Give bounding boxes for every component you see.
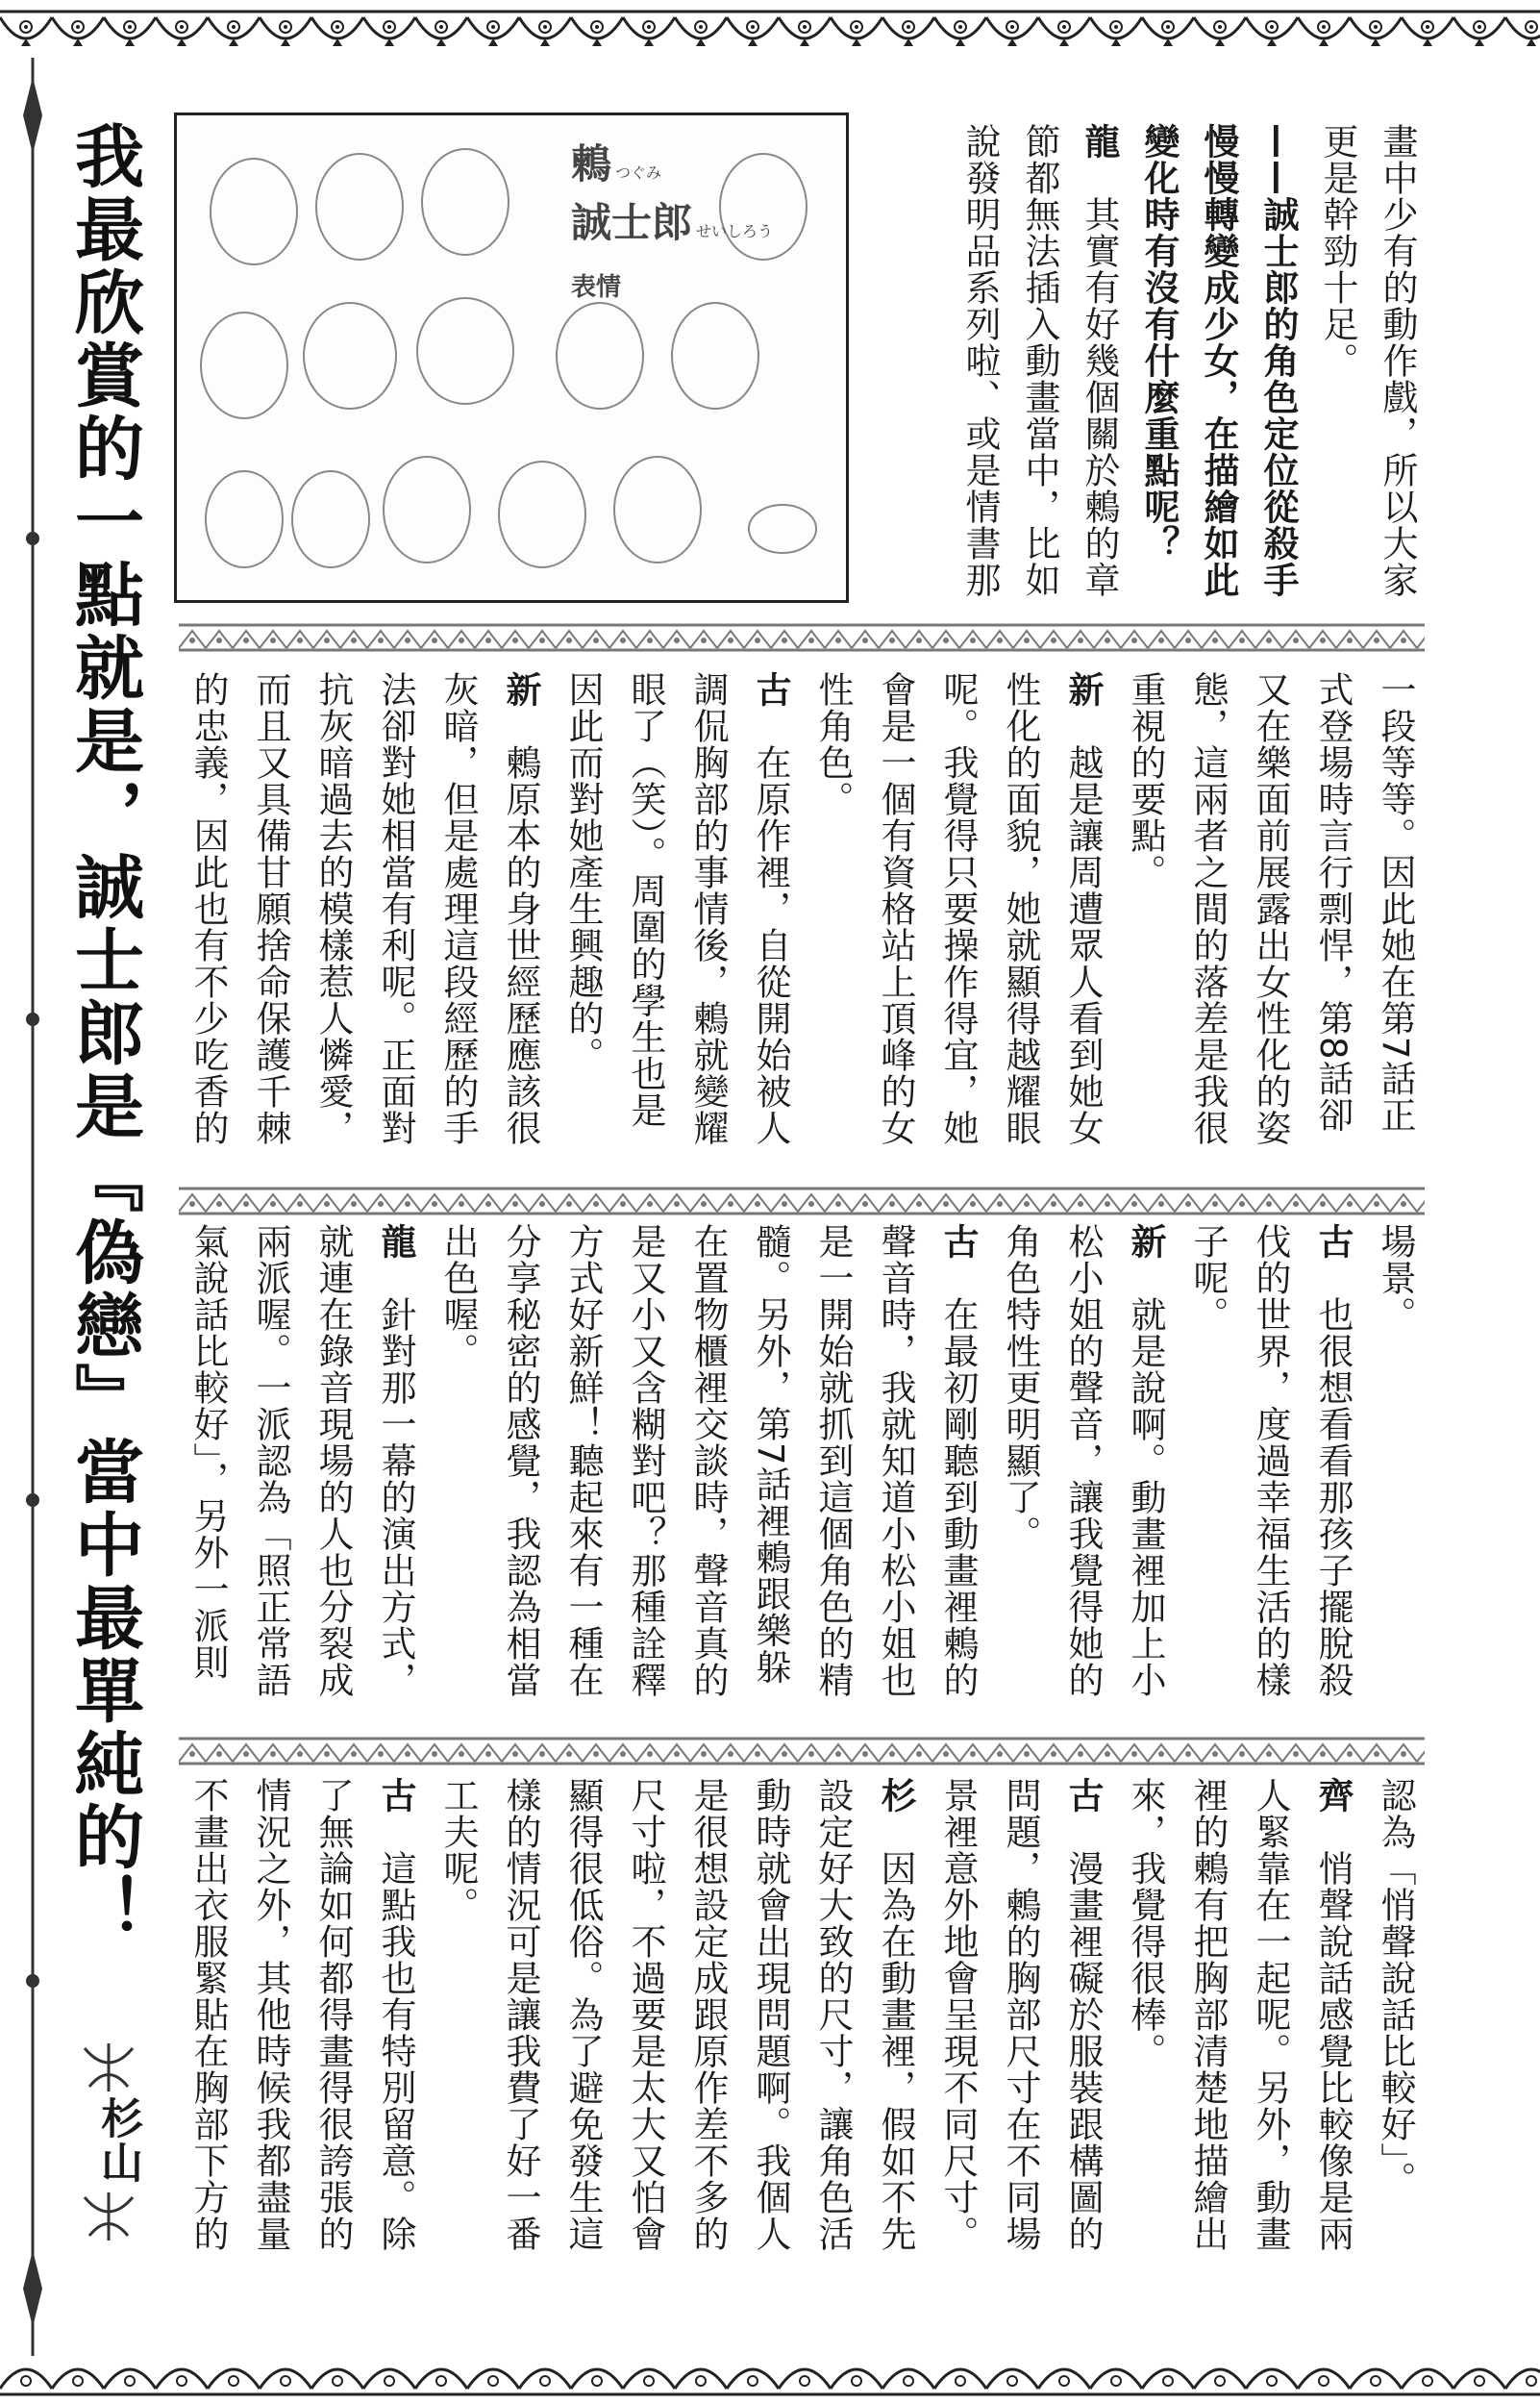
text-column: [302, 671, 364, 1171]
column-text: 因此而對她產生興趣的。: [562, 671, 604, 1073]
text-column: [239, 1223, 302, 1723]
text-column: [950, 123, 1009, 614]
column-text: 是又小又含糊對吧？那種詮釋: [625, 1223, 666, 1698]
speaker-label: 古: [1062, 1777, 1104, 1814]
column-text: 問題，鶫的胸部尺寸在不同場: [1000, 1777, 1041, 2252]
column-text: 來，我覺得很棒。: [1125, 1777, 1166, 2069]
text-column: [552, 671, 614, 1171]
text-column: [177, 1777, 239, 2296]
text-column: [802, 671, 864, 1171]
column-text: 這點我也有特別留意。除: [375, 1850, 416, 2252]
column-text: 變化時有沒有什麼重點呢？: [1138, 123, 1180, 562]
column-text: 顯得很低俗。為了避免發生這: [562, 1777, 604, 2252]
text-column: [1069, 123, 1129, 614]
text-column: [1307, 123, 1367, 614]
speaker-label: 新: [1062, 671, 1104, 708]
text-column: [1052, 1223, 1114, 1723]
text-column: [614, 1223, 677, 1723]
text-column: [364, 671, 427, 1171]
column-text: 的忠義，因此也有不少吃香的: [187, 671, 229, 1146]
column-text: 設定好大致的尺寸，讓角色活: [812, 1777, 854, 2252]
sketch-name: 鶫: [571, 140, 612, 188]
text-column: [1239, 1223, 1302, 1723]
column-text: 伐的世界，度過幸福生活的樣: [1250, 1223, 1291, 1698]
column-text: 悄聲說話感覺比較像是兩: [1312, 1850, 1354, 2252]
text-column: [1364, 1777, 1427, 2296]
text-column: [1177, 671, 1239, 1171]
column-text: 尺寸啦，不過要是太大又怕會: [625, 1777, 666, 2252]
text-column: [239, 1777, 302, 2296]
text-column: [802, 1777, 864, 2296]
column-text: 針對那一幕的演出方式，: [375, 1296, 416, 1698]
divider-band: [179, 1187, 1425, 1215]
column-text: 重視的要點。: [1125, 671, 1166, 890]
text-column: [1239, 671, 1302, 1171]
interview-section-4: [167, 1777, 1427, 2296]
text-column: [739, 671, 802, 1171]
speaker-label: 古: [1312, 1223, 1354, 1260]
column-text: 聲音時，我就知道小松小姐也: [875, 1223, 916, 1698]
text-column: [1302, 1777, 1364, 2296]
divider-band: [179, 1737, 1425, 1765]
column-text: 分享秘密的感覺，我認為相當: [500, 1223, 541, 1698]
text-column: [1177, 1223, 1239, 1723]
column-text: 松小姐的聲音，讓我覺得她的: [1062, 1223, 1104, 1698]
text-column: [927, 1223, 989, 1723]
column-text: 一段等等。因此她在第7話正: [1375, 671, 1416, 1134]
column-text: 了無論如何都得畫得很誇張的: [312, 1777, 354, 2252]
column-text: 也很想看看那孩子擺脫殺: [1312, 1296, 1354, 1698]
text-column: [989, 1223, 1052, 1723]
text-column: [1114, 1223, 1177, 1723]
column-text: 在置物櫃裡交談時，聲音真的: [687, 1223, 729, 1698]
column-text: 在最初剛聽到動畫裡鶫的: [937, 1296, 979, 1698]
text-column: [302, 1777, 364, 2296]
text-column: [614, 1777, 677, 2296]
column-text: 子呢。: [1187, 1223, 1229, 1333]
text-column: [739, 1777, 802, 2296]
text-column: [677, 1777, 739, 2296]
column-text: 態，這兩者之間的落差是我很: [1187, 671, 1229, 1146]
column-text: 抗灰暗過去的模樣惹人憐愛，: [312, 671, 354, 1146]
speaker-label: 齊: [1312, 1777, 1354, 1814]
text-column: [427, 1223, 489, 1723]
column-text: 會是一個有資格站上頂峰的女: [875, 671, 916, 1146]
text-column: [427, 1777, 489, 2296]
column-text: 是很想設定成跟原作差不多的: [687, 1777, 729, 2252]
text-column: [739, 1223, 802, 1723]
page-title: 我最欣賞的一點就是，誠士郎是『偽戀』當中最單純的！: [63, 120, 145, 1947]
column-text: 裡的鶫有把胸部清楚地描繪出: [1187, 1777, 1229, 2252]
text-column: [1052, 1777, 1114, 2296]
column-text: 就是說啊。動畫裡加上小: [1125, 1296, 1166, 1698]
column-text: 不畫出衣服緊貼在胸部下方的: [187, 1777, 229, 2252]
sketch-name2: 誠士郎: [571, 199, 693, 246]
speaker-label: 古: [750, 671, 791, 708]
text-column: [177, 1223, 239, 1723]
column-text: 髓。另外，第7話裡鶫跟樂躲: [750, 1223, 791, 1686]
text-column: [927, 671, 989, 1171]
text-column: [1188, 123, 1248, 614]
text-column: [1009, 123, 1069, 614]
text-column: [989, 671, 1052, 1171]
sketch-name-ruby: つぐみ: [615, 163, 662, 182]
column-text: 漫畫裡礙於服裝跟構圖的: [1062, 1850, 1104, 2252]
column-text: 氣說話比較好」，另外一派則: [187, 1223, 229, 1681]
column-text: 就連在錄音現場的人也分裂成: [312, 1223, 354, 1698]
interview-section-3: [167, 1223, 1427, 1723]
column-text: 認為「悄聲說話比較好」。: [1375, 1777, 1416, 2198]
speaker-label: 新: [1125, 1223, 1166, 1260]
column-text: ——誠士郎的角色定位從殺手: [1257, 123, 1299, 598]
column-text: 畫中少有的動作戲，所以大家: [1377, 123, 1418, 598]
column-text: 更是幹勁十足。: [1317, 123, 1358, 379]
speaker-label: 杉: [875, 1777, 916, 1814]
column-text: 呢。我覺得只要操作得宜，她: [937, 671, 979, 1146]
text-column: [989, 1777, 1052, 2296]
column-text: 慢慢轉變成少女，在描繪如此: [1198, 123, 1239, 598]
column-text: 角色特性更明顯了。: [1000, 1223, 1041, 1552]
text-column: [1364, 671, 1427, 1171]
text-column: [1114, 1777, 1177, 2296]
column-text: 因為在動畫裡，假如不先: [875, 1850, 916, 2252]
top-ornamental-border: [0, 0, 1540, 67]
column-text: 人緊靠在一起呢。另外，動畫: [1250, 1777, 1291, 2252]
speaker-label: 龍: [375, 1223, 416, 1260]
ornament-icon: [75, 2188, 142, 2245]
text-column: [1302, 671, 1364, 1171]
column-text: 出色喔。: [437, 1223, 479, 1369]
text-column: [364, 1777, 427, 2296]
sketch-name2-ruby: せいしろう: [696, 222, 774, 240]
author-name: 杉山: [93, 2096, 142, 2185]
column-text: 動時就會出現問題啊。我個人: [750, 1777, 791, 2252]
column-text: 越是讓周遭眾人看到她女: [1062, 744, 1104, 1146]
column-text: 眼了（笑）。周圍的學生也是: [625, 671, 666, 1129]
column-text: 又在樂面前展露出女性化的姿: [1250, 671, 1291, 1146]
text-column: [1114, 671, 1177, 1171]
column-text: 工夫呢。: [437, 1777, 479, 1923]
speaker-label: 龍: [1079, 123, 1120, 160]
column-text: 其實有好幾個關於鶫的章: [1079, 196, 1120, 598]
text-column: [302, 1223, 364, 1723]
text-column: [614, 671, 677, 1171]
text-column: [552, 1223, 614, 1723]
side-ornamental-rule: [13, 58, 52, 2356]
column-text: 而且又具備甘願捨命保護千棘: [250, 671, 291, 1146]
character-sketch-image: [174, 113, 849, 603]
interview-section-1: [917, 123, 1427, 614]
text-column: [864, 1223, 927, 1723]
bottom-ornamental-border: [0, 2346, 1540, 2404]
column-text: 方式好新鮮！聽起來有一種在: [562, 1223, 604, 1698]
ornament-icon: [75, 2039, 142, 2096]
speaker-label: 古: [375, 1777, 416, 1814]
text-column: [364, 1223, 427, 1723]
column-text: 樣的情況可是讓我費了好一番: [500, 1777, 541, 2252]
column-text: 情況之外，其他時候我都盡量: [250, 1777, 291, 2252]
divider-band: [179, 623, 1425, 652]
text-column: [177, 671, 239, 1171]
column-text: 法卻對她相當有利呢。正面對: [375, 671, 416, 1146]
text-column: [864, 1777, 927, 2296]
column-text: 調侃胸部的事情後，鶫就變耀: [687, 671, 729, 1146]
text-column: [927, 1777, 989, 2296]
text-column: [1052, 671, 1114, 1171]
column-text: 鶫原本的身世經歷應該很: [500, 744, 541, 1146]
speaker-label: 古: [937, 1223, 979, 1260]
text-column: [1239, 1777, 1302, 2296]
sketch-label: 表情: [571, 273, 622, 302]
column-text: 性角色。: [812, 671, 854, 817]
text-column: [1177, 1777, 1239, 2296]
text-column: [1129, 123, 1188, 614]
column-text: 是一開始就抓到這個角色的精: [812, 1223, 854, 1698]
column-text: 在原作裡，自從開始被人: [750, 744, 791, 1146]
text-column: [427, 671, 489, 1171]
column-text: 式登場時言行剽悍，第8話卻: [1312, 671, 1354, 1134]
text-column: [1364, 1223, 1427, 1723]
text-column: [1248, 123, 1307, 614]
text-column: [802, 1223, 864, 1723]
text-column: [1302, 1223, 1364, 1723]
column-text: 兩派喔。一派認為「照正常語: [250, 1223, 291, 1698]
text-column: [677, 671, 739, 1171]
text-column: [489, 1777, 552, 2296]
text-column: [552, 1777, 614, 2296]
text-column: [239, 671, 302, 1171]
text-column: [489, 671, 552, 1171]
column-text: 景裡意外地會呈現不同尺寸。: [937, 1777, 979, 2252]
interview-section-2: [167, 671, 1427, 1171]
text-column: [677, 1223, 739, 1723]
column-text: 場景。: [1375, 1223, 1416, 1333]
column-text: 性化的面貌，她就顯得越耀眼: [1000, 671, 1041, 1146]
column-text: 灰暗，但是處理這段經歷的手: [437, 671, 479, 1146]
text-column: [864, 671, 927, 1171]
sketch-caption: [571, 139, 773, 313]
column-text: 說發明品系列啦、或是情書那: [959, 123, 1001, 598]
text-column: [489, 1223, 552, 1723]
speaker-label: 新: [500, 671, 541, 708]
text-column: [1367, 123, 1427, 614]
column-text: 節都無法插入動畫當中，比如: [1019, 123, 1060, 598]
